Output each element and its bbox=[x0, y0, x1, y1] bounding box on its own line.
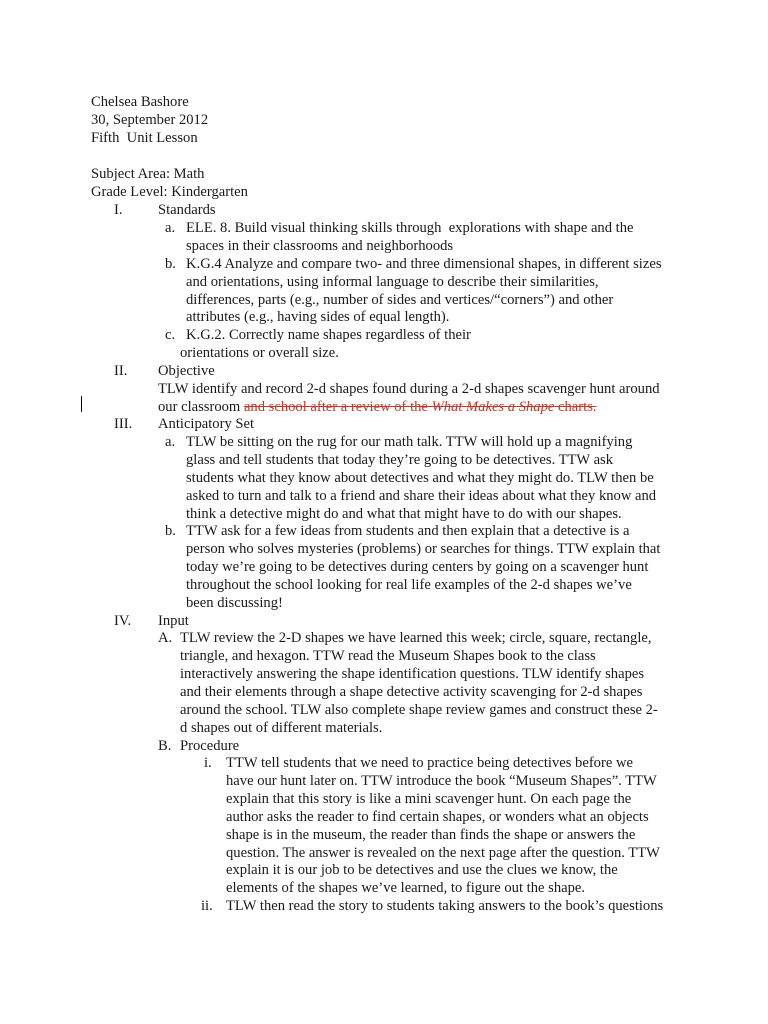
list-marker: b. bbox=[165, 256, 176, 272]
list-marker: b. bbox=[165, 523, 176, 539]
list-item-text: glass and tell students that today they’re going to be detectives. TTW ask bbox=[186, 452, 614, 468]
list-item-text: TLW be sitting on the rug for our math talk. TTW will hold up a magnifying bbox=[186, 434, 633, 450]
list-item-text: person who solves mysteries (problems) or searches for things. TTW explain that bbox=[186, 541, 661, 557]
list-item-text: today we’re going to be detectives during centers by going on a scavenger hunt bbox=[186, 559, 649, 575]
list-item-text: TTW tell students that we need to practice being detectives before we bbox=[226, 755, 633, 771]
list-item-text: K.G.2. Correctly name shapes regardless of their bbox=[186, 327, 471, 343]
list-item-text: spaces in their classrooms and neighborhoods bbox=[186, 238, 454, 254]
author-name: Chelsea Bashore bbox=[91, 94, 189, 110]
section-number: III. bbox=[114, 416, 133, 432]
list-item-text: K.G.4 Analyze and compare two- and three dimensional shapes, in different sizes bbox=[186, 256, 662, 272]
date: 30, September 2012 bbox=[91, 112, 209, 128]
deleted-text: charts. bbox=[554, 399, 597, 415]
list-item-text: TLW review the 2-D shapes we have learned this week; circle, square, rectangle, bbox=[180, 630, 652, 646]
list-item-text: think a detective might do and what that might have to do with our shapes. bbox=[186, 506, 622, 522]
list-item-text: shape is in the museum, the reader than finds the shape or answers the bbox=[226, 827, 636, 843]
section-heading: Standards bbox=[158, 202, 216, 218]
deleted-text: and school after a review of the bbox=[243, 399, 432, 415]
list-item-text: elements of the shapes we’ve learned, to figure out the shape. bbox=[226, 880, 586, 896]
list-item-text: throughout the school looking for real life examples of the 2-d shapes we’ve bbox=[186, 577, 632, 593]
list-marker: B. bbox=[158, 738, 172, 754]
list-item-text: explain that this story is like a mini scavenger hunt. On each page the bbox=[226, 791, 632, 807]
subject-area: Subject Area: Math bbox=[91, 166, 205, 182]
list-item-text: TLW then read the story to students taking answers to the book’s questions bbox=[226, 898, 664, 914]
section-number: IV. bbox=[114, 613, 132, 629]
list-item-text: d shapes out of different materials. bbox=[180, 720, 383, 736]
list-item-text: question. The answer is revealed on the next page after the question. TTW bbox=[226, 845, 660, 861]
list-item-text: orientations or overall size. bbox=[180, 345, 339, 361]
list-item-text: attributes (e.g., having sides of equal length). bbox=[186, 309, 450, 325]
list-item-text: asked to turn and talk to a friend and share their ideas about what they know and bbox=[186, 488, 657, 504]
tracked-deletion bbox=[244, 399, 597, 415]
grade-level: Grade Level: Kindergarten bbox=[91, 184, 248, 200]
list-item-text: triangle, and hexagon. TTW read the Museum Shapes book to the class bbox=[180, 648, 596, 664]
list-item-text: have our hunt later on. TTW introduce the book “Museum Shapes”. TTW bbox=[226, 773, 657, 789]
deleted-italic-title: What Makes a Shape bbox=[431, 399, 555, 415]
list-marker: a. bbox=[165, 434, 176, 450]
list-item-text: interactively answering the shape identification questions. TLW identify shapes bbox=[180, 666, 645, 682]
list-item-text: differences, parts (e.g., number of sides and vertices/“corners”) and other bbox=[186, 292, 614, 308]
list-item-text: and orientations, using informal language to describe their similarities, bbox=[186, 274, 599, 290]
section-heading: Objective bbox=[158, 363, 215, 379]
list-marker: A. bbox=[158, 630, 173, 646]
section-number: I. bbox=[114, 202, 123, 218]
list-item-text: around the school. TLW also complete shape review games and construct these 2- bbox=[180, 702, 658, 718]
list-marker: c. bbox=[165, 327, 176, 343]
section-heading: Input bbox=[158, 613, 189, 629]
objective-kept-text: our classroom bbox=[158, 399, 244, 415]
list-item-text: ELE. 8. Build visual thinking skills through explorations with shape and the bbox=[186, 220, 634, 236]
objective-text bbox=[158, 399, 597, 417]
text-cursor bbox=[81, 396, 82, 412]
list-item-text: TTW ask for a few ideas from students and then explain that a detective is a bbox=[186, 523, 630, 539]
list-item-text: been discussing! bbox=[186, 595, 283, 611]
list-item-text: author asks the reader to find certain shapes, or wonders what an objects bbox=[226, 809, 649, 825]
section-heading: Anticipatory Set bbox=[158, 416, 255, 432]
lesson-title: Fifth Unit Lesson bbox=[91, 130, 198, 146]
list-item-text: explain it is our job to be detectives and use the clues we know, the bbox=[226, 862, 618, 878]
objective-text: TLW identify and record 2-d shapes found during a 2-d shapes scavenger hunt around bbox=[158, 381, 660, 397]
subsection-heading: Procedure bbox=[180, 738, 240, 754]
list-marker: a. bbox=[165, 220, 176, 236]
list-item-text: students what they know about detectives and what they might do. TLW then be bbox=[186, 470, 654, 486]
list-marker: ii. bbox=[201, 898, 213, 914]
section-number: II. bbox=[114, 363, 128, 379]
list-item-text: and their elements through a shape detective activity scavenging for 2-d shapes bbox=[180, 684, 643, 700]
list-marker: i. bbox=[204, 755, 212, 771]
